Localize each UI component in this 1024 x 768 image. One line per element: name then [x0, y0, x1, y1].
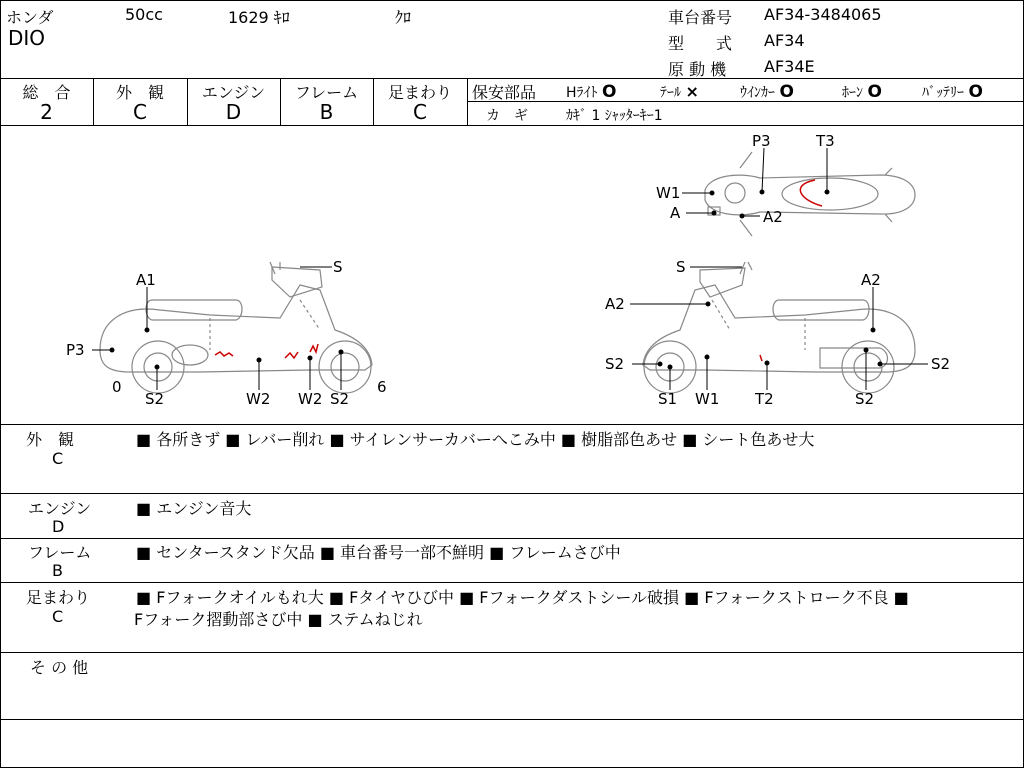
safety-item-mark: ×: [685, 82, 699, 101]
diagram-label: 0: [112, 378, 122, 396]
maker: ホンダ: [6, 8, 54, 27]
type-label: 型 式: [668, 34, 733, 53]
divider: [0, 652, 1024, 653]
diagram-label: A2: [861, 271, 881, 289]
scooter-diagram: [0, 126, 1024, 424]
safety-item-name: ｳｲﾝｶｰ: [740, 85, 775, 101]
diagram-label: A: [670, 204, 681, 222]
safety-item-horn: [842, 82, 882, 102]
divider: [0, 78, 1024, 79]
mileage: 1629 ｷﾛ: [228, 8, 290, 27]
diagram-label: S2: [931, 355, 951, 373]
safety-item-name: ﾎｰﾝ: [842, 85, 863, 101]
frame-no: AF34-3484065: [764, 5, 882, 24]
note-text: ■ 各所きず ■ レバー削れ ■ サイレンサーカバーへこみ中 ■ 樹脂部色あせ ■ シート色あせ大: [136, 430, 815, 449]
note-grade: C: [52, 607, 64, 626]
suspension-label: 足まわり: [387, 83, 452, 102]
note-grade: C: [52, 449, 64, 468]
diagram-label: S: [676, 258, 686, 276]
safety-item-tail: [660, 82, 699, 102]
safety-item-mark: O: [867, 82, 882, 102]
diagram-label: P3: [752, 132, 771, 150]
note-title: そ の 他: [30, 658, 89, 677]
safety-item-headlight: [566, 82, 616, 102]
safety-item-winker: [740, 82, 794, 102]
note-text: ■ エンジン音大: [136, 499, 252, 518]
diagram-label: A2: [605, 295, 625, 313]
note-title: フレーム: [28, 543, 92, 562]
diagram-label: S: [333, 258, 343, 276]
divider: [0, 719, 1024, 720]
diagram-label: A2: [763, 208, 783, 226]
safety-item-mark: O: [968, 82, 983, 102]
note-text: ■ センタースタンド欠品 ■ 車台番号一部不鮮明 ■ フレームさび中: [136, 543, 621, 562]
frame-label: フレーム: [294, 83, 359, 102]
diagram-label: W1: [695, 390, 720, 408]
safety-item-name: ﾊﾞｯﾃﾘｰ: [922, 85, 964, 101]
diagram-label: W1: [656, 184, 681, 202]
safety-item-mark: O: [601, 82, 617, 102]
note-text: ■ Fフォークオイルもれ大 ■ Fタイヤひび中 ■ Fフォークダストシール破損 ■ Fフォークストローク不良 ■: [136, 588, 909, 607]
note-title: 足まわり: [26, 588, 91, 607]
diagram-label: W2: [298, 390, 323, 408]
engine-model-value: AF34E: [764, 57, 815, 76]
note-text-line2: Fフォーク摺動部さび中 ■ ステムねじれ: [134, 610, 423, 629]
exterior-label: 外 観: [115, 83, 164, 102]
diagram-label: T3: [816, 132, 835, 150]
type-value: AF34: [764, 31, 805, 50]
diagram-label: P3: [66, 341, 85, 359]
divider: [0, 538, 1024, 539]
diagram-label: S2: [145, 390, 165, 408]
note-title: 外 観: [26, 430, 75, 449]
diagram-label: 6: [377, 378, 387, 396]
safety-item-name: ﾃｰﾙ: [660, 85, 681, 101]
diagram-label: W2: [246, 390, 271, 408]
diagram-label: S2: [330, 390, 350, 408]
frame-grade: B: [319, 100, 334, 124]
safety-label: 保安部品: [472, 83, 537, 102]
diagram-label: S1: [658, 390, 678, 408]
overall-label: 総 合: [22, 83, 71, 102]
engine-label: エンジン: [201, 83, 266, 102]
suspension-grade: C: [413, 100, 427, 124]
engine-grade: D: [225, 100, 242, 124]
key-value: ｶｷﾞ 1 ｼｬｯﾀｰｷｰ1: [566, 108, 663, 124]
frame-no-label: 車台番号: [668, 8, 733, 27]
note-title: エンジン: [28, 499, 92, 518]
diagram-label: T2: [755, 390, 774, 408]
safety-item-mark: O: [779, 82, 794, 102]
model-name: DIO: [8, 26, 46, 50]
divider: [0, 582, 1024, 583]
note-grade: B: [52, 561, 63, 580]
divider: [467, 78, 468, 125]
safety-item-battery: [922, 82, 983, 102]
color: ｸﾛ: [395, 8, 412, 27]
note-grade: D: [52, 517, 65, 536]
diagram-label: S2: [855, 390, 875, 408]
exterior-grade: C: [133, 100, 147, 124]
divider: [0, 493, 1024, 494]
engine-model-label: 原 動 機: [668, 60, 727, 79]
key-label: カ ギ: [486, 108, 528, 124]
diagram-label: A1: [136, 271, 156, 289]
displacement: 50cc: [125, 5, 163, 24]
diagram-label: S2: [605, 355, 625, 373]
overall-grade: 2: [40, 100, 53, 124]
safety-item-name: Hﾗｲﾄ: [566, 85, 598, 101]
divider: [0, 424, 1024, 425]
